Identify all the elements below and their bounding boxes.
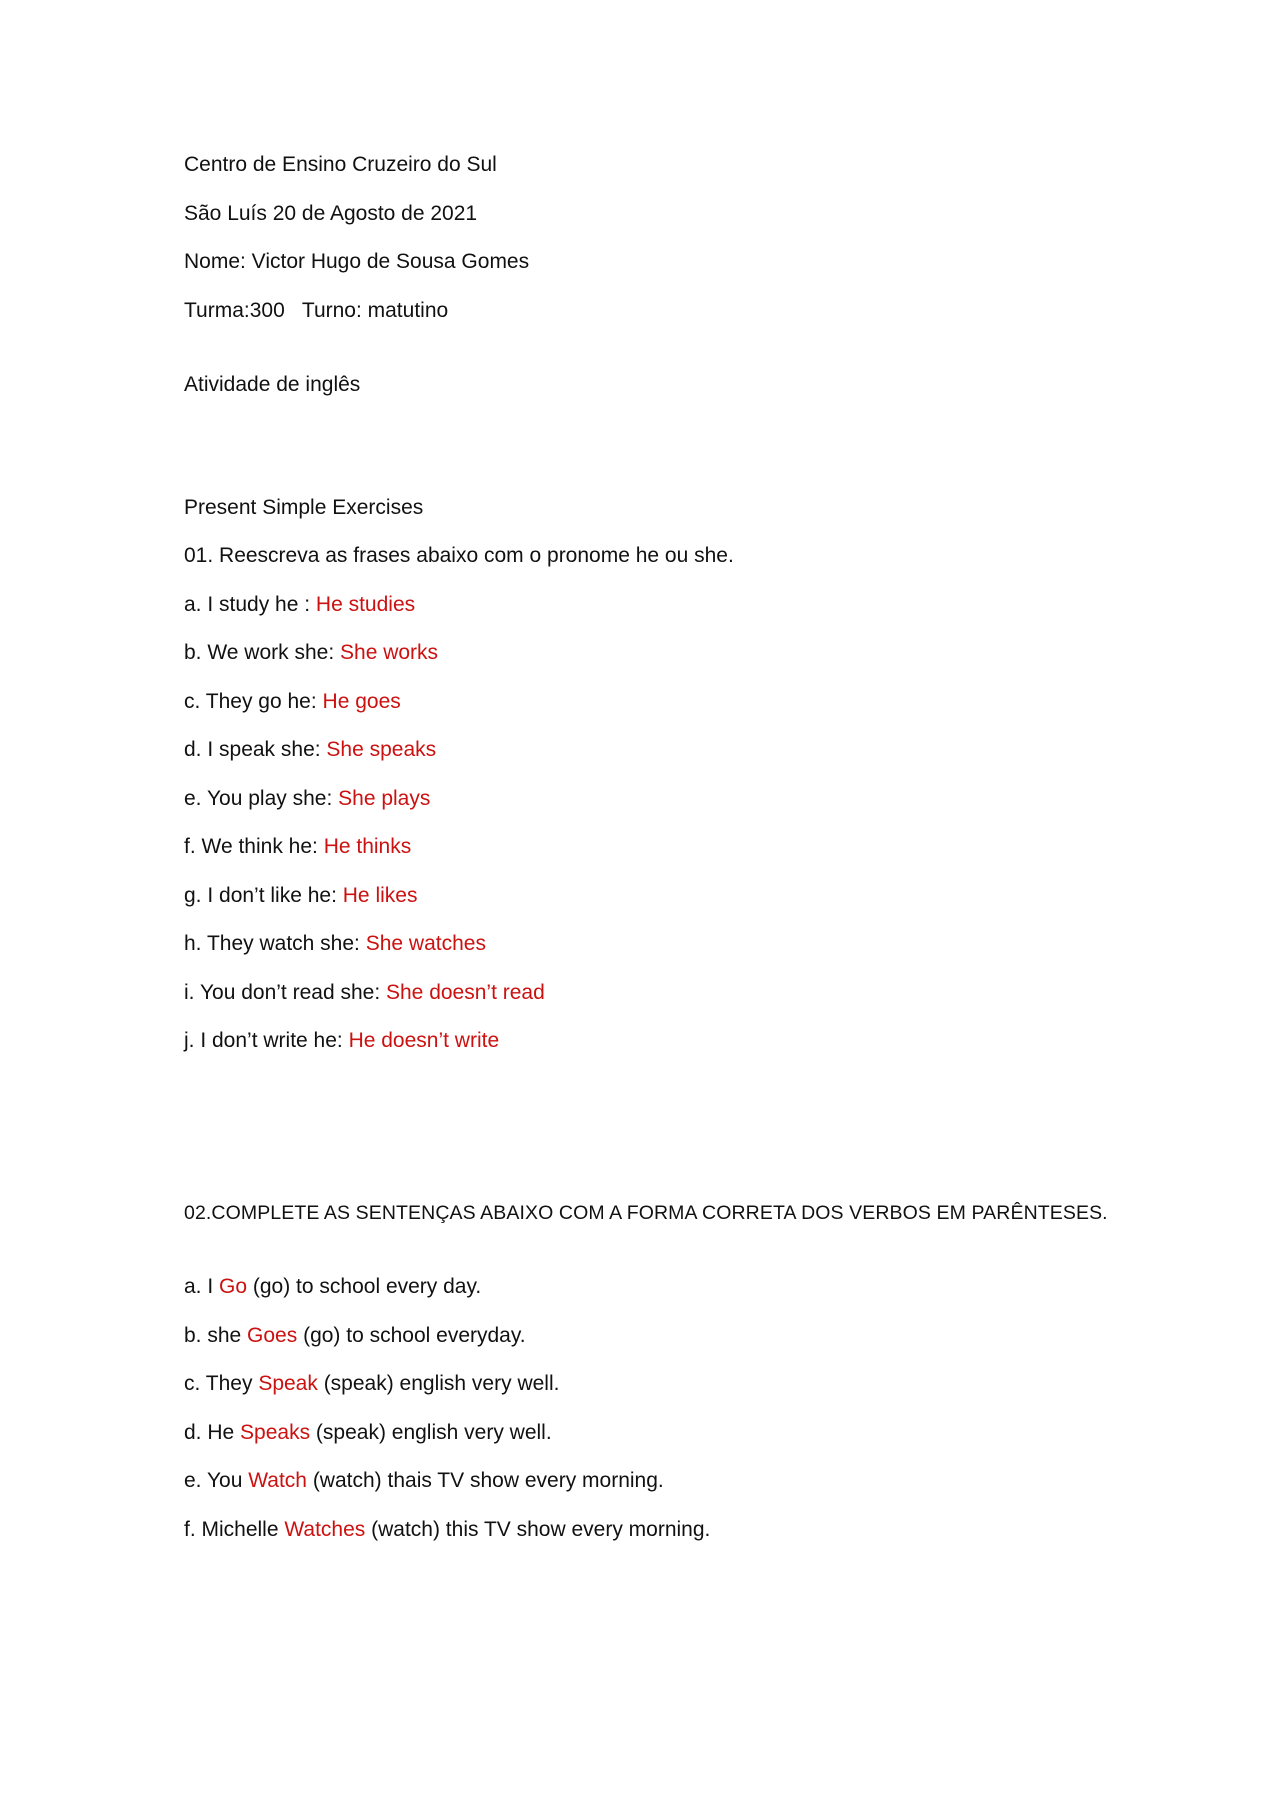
exercise2-item [184, 1323, 1184, 1349]
item-prompt: j. I don’t write he: [184, 1029, 349, 1052]
item-before: e. You [184, 1469, 249, 1492]
activity-title: Atividade de inglês [184, 372, 361, 396]
item-answer: He goes [322, 689, 401, 713]
exercise2-item [184, 1371, 1184, 1397]
item-answer: She watches [365, 932, 486, 955]
item-prompt: c. They go he: [184, 689, 323, 713]
item-answer: Watch [248, 1469, 307, 1492]
exercise1-item [184, 786, 1184, 812]
item-answer: He doesn’t write [348, 1029, 500, 1052]
item-before: d. He [184, 1420, 241, 1444]
exercise2-item [184, 1468, 1184, 1494]
exercise1-item [184, 737, 1184, 763]
item-prompt: b. We work she: [184, 641, 341, 664]
item-after: (watch) this TV show every morning. [365, 1517, 711, 1541]
student-name: Nome: Victor Hugo de Sousa Gomes [184, 250, 530, 273]
item-after: (speak) english very well. [317, 1372, 560, 1395]
exercise1-item [184, 980, 1184, 1006]
item-before: f. Michelle [184, 1517, 285, 1541]
item-prompt: h. They watch she: [184, 932, 366, 955]
exercise2-item [184, 1274, 1184, 1300]
document-body [184, 152, 1184, 1565]
item-answer: Watches [284, 1517, 366, 1541]
item-answer: He likes [342, 883, 418, 907]
item-answer: He thinks [323, 835, 412, 858]
item-after: (watch) thais TV show every morning. [306, 1469, 664, 1492]
item-after: (go) to school every day. [247, 1275, 482, 1298]
section1-title: Present Simple Exercises [184, 495, 424, 519]
item-answer: Speak [258, 1372, 318, 1395]
item-answer: He studies [315, 592, 416, 616]
exercise1-item [184, 834, 1184, 860]
section2-instruction: 02.COMPLETE AS SENTENÇAS ABAIXO COM A FORMA CORRETA DOS VERBOS EM PARÊNTESES. [184, 1202, 1108, 1224]
item-after: (speak) english very well. [310, 1420, 552, 1444]
item-before: c. They [184, 1372, 259, 1395]
item-prompt: f. We think he: [184, 835, 324, 858]
item-prompt: a. I study he : [184, 592, 316, 616]
item-prompt: d. I speak she: [184, 738, 327, 761]
school-name: Centro de Ensino Cruzeiro do Sul [184, 153, 497, 176]
item-answer: She plays [338, 786, 431, 810]
item-answer: She doesn’t read [386, 980, 545, 1004]
item-after: (go) to school everyday. [297, 1323, 526, 1347]
item-prompt: g. I don’t like he: [184, 883, 343, 907]
exercise1-item [184, 592, 1184, 618]
item-prompt: e. You play she: [184, 786, 339, 810]
item-answer: She works [340, 641, 439, 664]
exercise1-item [184, 640, 1184, 666]
item-answer: Goes [247, 1323, 298, 1347]
item-answer: Speaks [240, 1420, 311, 1444]
item-answer: Go [219, 1275, 248, 1298]
exercise2-item [184, 1420, 1184, 1446]
item-before: a. I [184, 1275, 220, 1298]
date-line: São Luís 20 de Agosto de 2021 [184, 201, 478, 225]
exercise1-item [184, 1028, 1184, 1054]
exercise2-item [184, 1517, 1184, 1543]
class-shift: Turma:300 Turno: matutino [184, 298, 449, 322]
section1-instruction: 01. Reescreva as frases abaixo com o pronome he ou she. [184, 544, 734, 567]
exercise1-item [184, 883, 1184, 909]
item-before: b. she [184, 1323, 248, 1347]
item-answer: She speaks [326, 738, 437, 761]
exercise1-item [184, 689, 1184, 715]
item-prompt: i. You don’t read she: [184, 980, 386, 1004]
exercise1-item [184, 931, 1184, 957]
